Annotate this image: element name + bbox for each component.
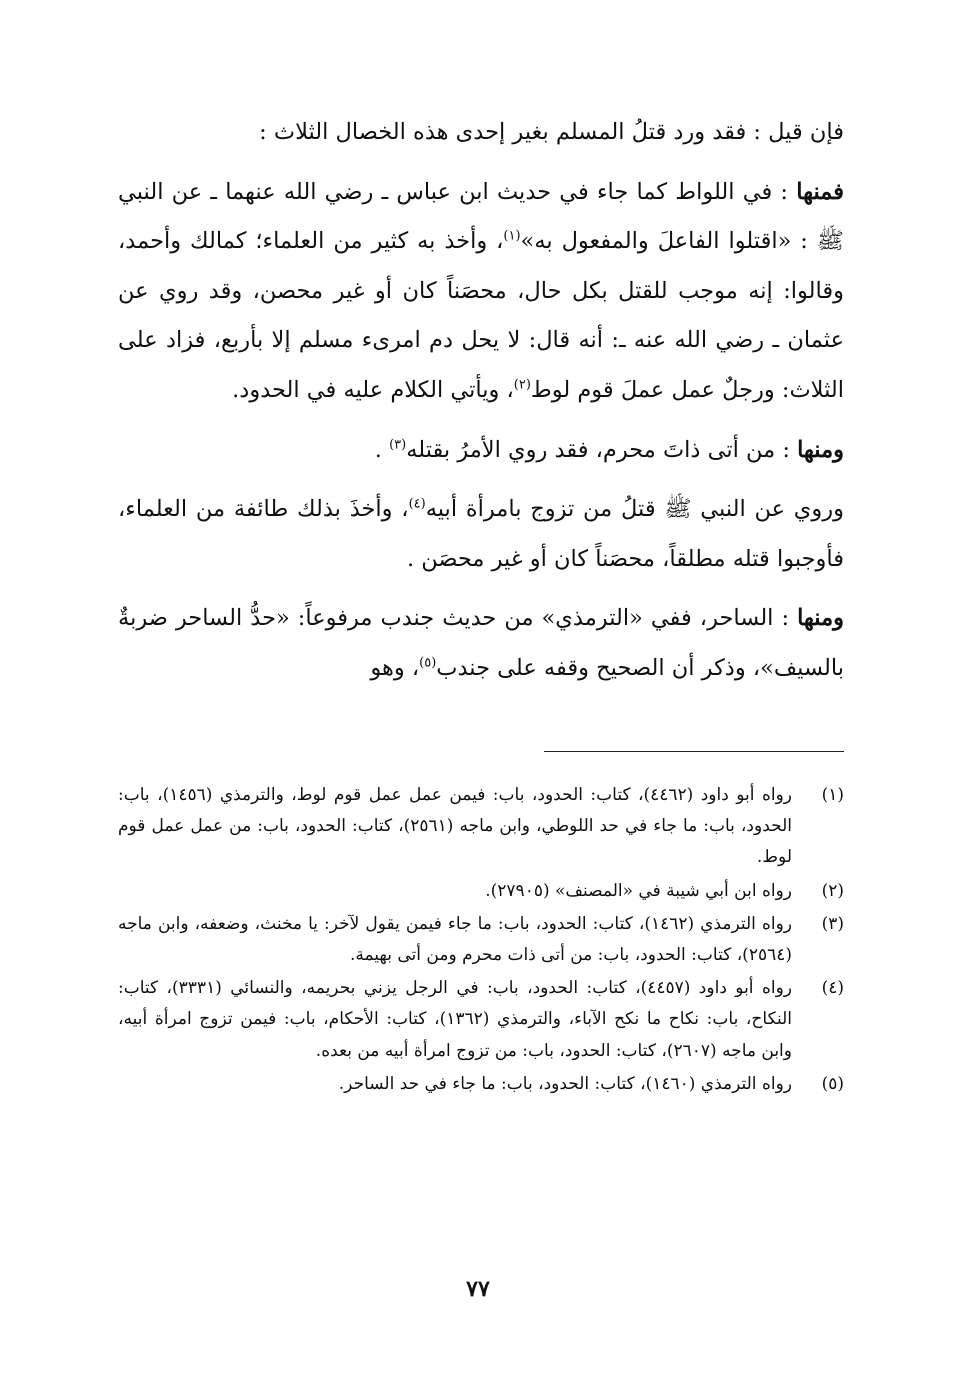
footnote-reference[interactable]: (٢) [513,377,531,393]
paragraph-text: ، وأخذَ بذلك طائفة من العلماء، فأوجبوا قتله مطلقاً، محصَناً كان أو غير محصَن . [118,496,844,572]
paragraph-text: ، ويأتي الكلام عليه في الحدود. [232,376,514,403]
footnote-reference[interactable]: (٤) [408,496,426,512]
footnote [118,876,844,907]
footnote [118,780,844,874]
footnote-number: (٤) [821,978,844,999]
paragraph-text: : في اللواط كما جاء في حديث ابن عباس ـ رضي الله عنهما ـ عن النبي ﷺ : «اقتلوا الفاعلَ والمفعول به» [118,178,844,255]
footnote-number: (١) [821,785,844,805]
footnote-number: (٥) [821,1073,844,1094]
paragraph-text: ، وأخذ به كثير من العلماء؛ كمالك وأحمد، وقالوا: إنه موجب للقتل بكل حال، محصَناً كان أو غير محصن، وقد روي عن عثمان ـ رضي الله عنه ـ: أنه قال: لا يحل دم امرىء مسلم إلا بأربع، فزاد على الثلاث: ورجلٌ عمل عملَ قوم لوط [118,228,844,403]
paragraph-lead-word: فمنها [796,178,844,205]
footnotes-section [118,780,844,1102]
paragraph-text: : من أتى ذاتَ محرم، فقد روي الأمرُ بقتله [406,436,798,463]
body-paragraph [118,485,844,584]
footnote-text: رواه الترمذي (١٤٦٢)، كتاب: الحدود، باب: ما جاء فيمن يقول لآخر: يا مخنث، وضعفه، وابن ماجه (٢٥٦٤)، كتاب: الحدود، باب: من أتى ذات محرم ومن أتى بهيمة. [118,913,792,966]
page-number: ٧٧ [466,1276,490,1302]
paragraph-text: ، وهو [370,654,420,681]
footnote [118,973,844,1067]
paragraph-text: : الساحر، ففي «الترمذي» من حديث جندب مرفوعاً: «حدُّ الساحر ضربةٌ بالسيف»، وذكر أن الصحيح وقفه على جندب [118,605,844,681]
paragraph-text: فإن قيل : فقد ورد قتلُ المسلم بغير إحدى هذه الخصال الثلاث : [259,119,844,145]
body-paragraph [118,594,844,693]
footnote [118,909,844,971]
paragraph-lead-word: ومنها [797,605,844,632]
footnote [118,1069,844,1100]
body-paragraph [118,426,844,476]
footnote-text: رواه الترمذي (١٤٦٠)، كتاب: الحدود، باب: ما جاء في حد الساحر. [338,1073,792,1094]
footnote-reference[interactable]: (٥) [419,655,437,671]
footnote-divider [544,751,844,752]
footnote-text: رواه ابن أبي شيبة في «المصنف» (٢٧٩٠٥). [485,880,792,901]
paragraph-lead-word: ومنها [797,436,844,463]
body-paragraph [118,108,844,158]
footnote-text: رواه أبو داود (٤٤٥٧)، كتاب: الحدود، باب: في الرجل يزني بحريمه، والنسائي (٣٣٣١)، كتاب: النكاح، باب: نكاح ما نكح الآباء، والترمذي (١٣٦٢)، كتاب: الأحكام، باب: فيمن تزوج امرأة أبيه، وابن ماجه (٢٦٠٧)، كتاب: الحدود، باب: من تزوج امرأة أبيه من بعده. [118,978,792,1061]
paragraph-text: وروي عن النبي ﷺ قتلُ من تزوج بامرأة أبيه [425,496,844,523]
footnote-text: رواه أبو داود (٤٤٦٢)، كتاب: الحدود، باب: فيمن عمل عمل قوم لوط، والترمذي (١٤٥٦)، باب: الحدود، باب: ما جاء في حد اللوطي، وابن ماجه (٢٥٦١)، كتاب: الحدود، باب: من عمل عمل قوم لوط. [118,785,793,868]
footnote-number: (٢) [821,880,844,901]
main-text [118,108,844,704]
footnote-reference[interactable]: (٣) [389,437,407,453]
paragraph-text: . [374,436,390,463]
footnote-reference[interactable]: (١) [503,228,521,244]
body-paragraph [118,168,844,416]
footnote-number: (٣) [821,913,844,934]
